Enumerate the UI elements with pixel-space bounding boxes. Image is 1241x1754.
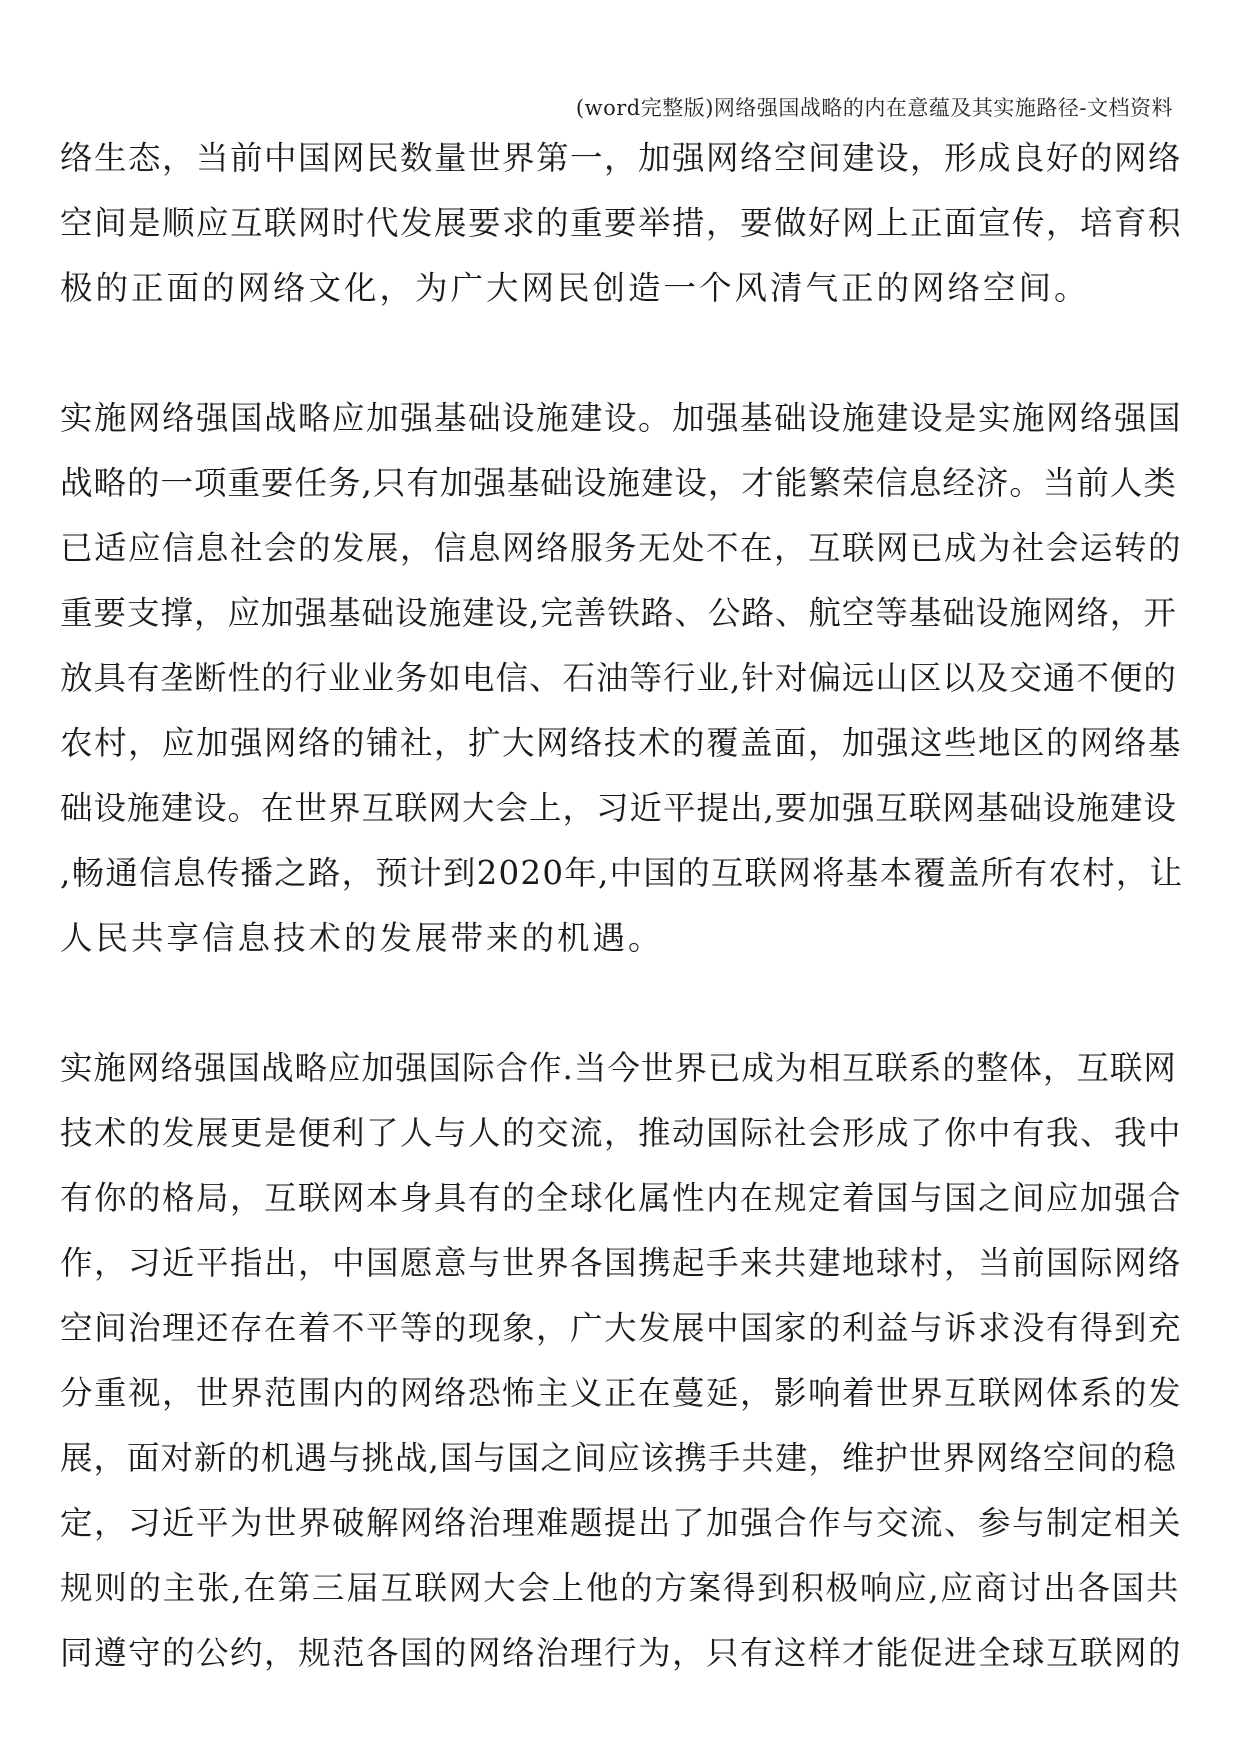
text-line: ,畅通信息传播之路，预计到2020年,中国的互联网将基本覆盖所有农村，让 [60, 854, 1184, 892]
text-line: 展，面对新的机遇与挑战,国与国之间应该携手共建，维护世界网络空间的稳 [60, 1439, 1177, 1477]
paragraph-gap [60, 971, 1184, 1036]
text-line: 有你的格局，互联网本身具有的全球化属性内在规定着国与国之间应加强合 [60, 1179, 1183, 1217]
text-line: 同遵守的公约，规范各国的网络治理行为，只有这样才能促进全球互联网的 [60, 1634, 1183, 1672]
text-line: 极的正面的网络文化，为广大网民创造一个风清气正的网络空间。 [60, 269, 1090, 307]
text-line: 实施网络强国战略应加强国际合作.当今世界已成为相互联系的整体，互联网 [60, 1049, 1177, 1087]
text-line: 技术的发展更是便利了人与人的交流，推动国际社会形成了你中有我、我中 [60, 1114, 1183, 1152]
text-line: 分重视，世界范围内的网络恐怖主义正在蔓延，影响着世界互联网体系的发 [60, 1374, 1183, 1412]
paragraph-gap [60, 321, 1184, 386]
text-line: 作，习近平指出，中国愿意与世界各国携起手来共建地球村，当前国际网络 [60, 1244, 1183, 1282]
text-line: 已适应信息社会的发展，信息网络服务无处不在，互联网已成为社会运转的 [60, 529, 1183, 567]
text-line: 战略的一项重要任务,只有加强基础设施建设，才能繁荣信息经济。当前人类 [60, 464, 1177, 502]
text-line: 空间是顺应互联网时代发展要求的重要举措，要做好网上正面宣传，培育积 [60, 204, 1183, 242]
text-line: 空间治理还存在着不平等的现象，广大发展中国家的利益与诉求没有得到充 [60, 1309, 1183, 1347]
text-line: 络生态，当前中国网民数量世界第一，加强网络空间建设，形成良好的网络 [60, 139, 1183, 177]
text-line: 础设施建设。在世界互联网大会上，习近平提出,要加强互联网基础设施建设 [60, 789, 1177, 827]
document-body [60, 126, 1184, 1686]
text-line: 定，习近平为世界破解网络治理难题提出了加强合作与交流、参与制定相关 [60, 1504, 1183, 1542]
text-line: 农村，应加强网络的铺社，扩大网络技术的覆盖面，加强这些地区的网络基 [60, 724, 1183, 762]
page-header: (word完整版)网络强国战略的内在意蕴及其实施路径-文档资料 [575, 96, 1173, 120]
text-line: 规则的主张,在第三届互联网大会上他的方案得到积极响应,应商讨出各国共 [60, 1569, 1181, 1607]
text-line: 放具有垄断性的行业业务如电信、石油等行业,针对偏远山区以及交通不便的 [60, 659, 1177, 697]
text-line: 重要支撑，应加强基础设施建设,完善铁路、公路、航空等基础设施网络，开 [60, 594, 1177, 632]
paragraph-2 [60, 386, 1184, 971]
paragraph-3 [60, 1036, 1184, 1686]
text-line: 实施网络强国战略应加强基础设施建设。加强基础设施建设是实施网络强国 [60, 399, 1183, 437]
text-line: 人民共享信息技术的发展带来的机遇。 [60, 919, 664, 957]
paragraph-1 [60, 126, 1184, 321]
